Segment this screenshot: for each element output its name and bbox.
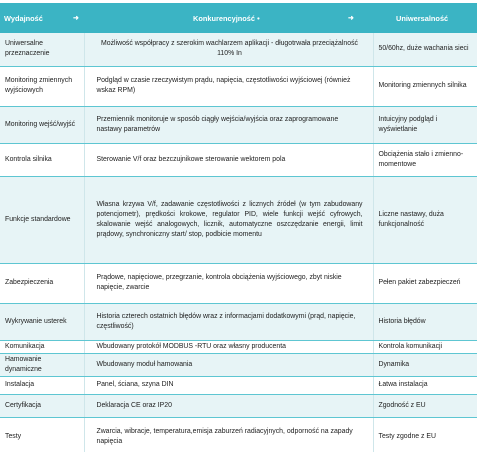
row-name: Wykrywanie usterek — [0, 303, 84, 340]
row-advantage: Dynamika — [373, 353, 477, 376]
row-advantage: Zgodność z EU — [373, 394, 477, 417]
row-advantage: Łatwa instalacja — [373, 376, 477, 394]
row-name: Testy — [0, 417, 84, 452]
row-advantage: Monitoring zmiennych silnika — [373, 66, 477, 106]
row-description: Wbudowany protokół MODBUS -RTU oraz własny producenta — [84, 340, 373, 353]
row-name: Hamowanie dynamiczne — [0, 353, 84, 376]
row-name: Funkcje standardowe — [0, 176, 84, 263]
table-row — [0, 106, 477, 143]
row-advantage: Testy zgodne z EU — [373, 417, 477, 452]
table-row — [0, 394, 477, 417]
row-advantage: Historia błędów — [373, 303, 477, 340]
header-uniwersalnosc: Uniwersalność — [396, 13, 449, 23]
header-konkurencyjnosc-label: Konkurencyjność — [193, 13, 256, 23]
row-name: Zabezpieczenia — [0, 263, 84, 303]
row-advantage: Liczne nastawy, duża funkcjonalność — [373, 176, 477, 263]
row-description: Historia czterech ostatnich błędów wraz z informacjami dodatkowymi (prąd, napięcie, częstliwość) — [84, 303, 373, 340]
row-name: Uniwersalne przeznaczenie — [0, 33, 84, 66]
row-name: Komunikacja — [0, 340, 84, 353]
table-row — [0, 417, 477, 452]
row-description: Deklaracja CE oraz IP20 — [84, 394, 373, 417]
row-advantage: Pełen pakiet zabezpieczeń — [373, 263, 477, 303]
row-name: Certyfikacja — [0, 394, 84, 417]
row-advantage: Intuicyjny podgląd i wyświetlanie — [373, 106, 477, 143]
arrow-right-icon: ➜ — [348, 15, 354, 22]
row-description: Własna krzywa V/f, zadawanie częstotliwości z licznych źródeł (w tym zabudowany potencjometr), prędkości krokowe, regulator PID, wiele funkcji wejść cyfrowych, skalowanie wejść analogowych, licznik, automatyczne oszczędzanie energii, limit prądowy, synchroniczny start/ stop, podbicie momentu — [84, 176, 373, 263]
table-row — [0, 33, 477, 66]
table-row — [0, 340, 477, 353]
table-row — [0, 376, 477, 394]
row-description: Prądowe, napięciowe, przegrzanie, kontrola obciążenia wyjściowego, zbyt niskie napięcie, zwarcie — [84, 263, 373, 303]
table-row — [0, 303, 477, 340]
row-description: Przemiennik monitoruje w sposób ciągły wejścia/wyjścia oraz zaprogramowane nastawy parametrów — [84, 106, 373, 143]
row-advantage: Obciążenia stało i zmienno-momentowe — [373, 143, 477, 176]
row-advantage: 50/60hz, duże wachania sieci — [373, 33, 477, 66]
row-description: Możliwość współpracy z szerokim wachlarzem aplikacji - długotrwała przeciążalność 110% In — [84, 33, 373, 66]
table-row — [0, 176, 477, 263]
row-advantage: Kontrola komunikacji — [373, 340, 477, 353]
row-description: Sterowanie V/f oraz bezczujnikowe sterowanie wektorem pola — [84, 143, 373, 176]
row-name: Kontrola silnika — [0, 143, 84, 176]
header-konkurencyjnosc — [193, 3, 303, 33]
feature-table — [0, 33, 477, 452]
table-row — [0, 263, 477, 303]
row-description: Zwarcia, wibracje, temperatura,emisja zaburzeń radiacyjnych, odporność na zapady napięcia — [84, 417, 373, 452]
arrow-right-icon: ➜ — [73, 15, 79, 22]
table-row — [0, 143, 477, 176]
row-description: Wbudowany moduł hamowania — [84, 353, 373, 376]
table-row — [0, 353, 477, 376]
row-description: Podgląd w czasie rzeczywistym prądu, napięcia, częstotliwości wyjściowej (również wskaz RPM) — [84, 66, 373, 106]
table-header — [0, 3, 477, 33]
table-row — [0, 66, 477, 106]
row-name: Instalacja — [0, 376, 84, 394]
row-description: Panel, ściana, szyna DIN — [84, 376, 373, 394]
header-wydajnosc: Wydajność — [4, 13, 43, 23]
row-name: Monitoring zmiennych wyjściowych — [0, 66, 84, 106]
row-name: Monitoring wejść/wyjść — [0, 106, 84, 143]
bullet-icon: • — [257, 13, 260, 23]
